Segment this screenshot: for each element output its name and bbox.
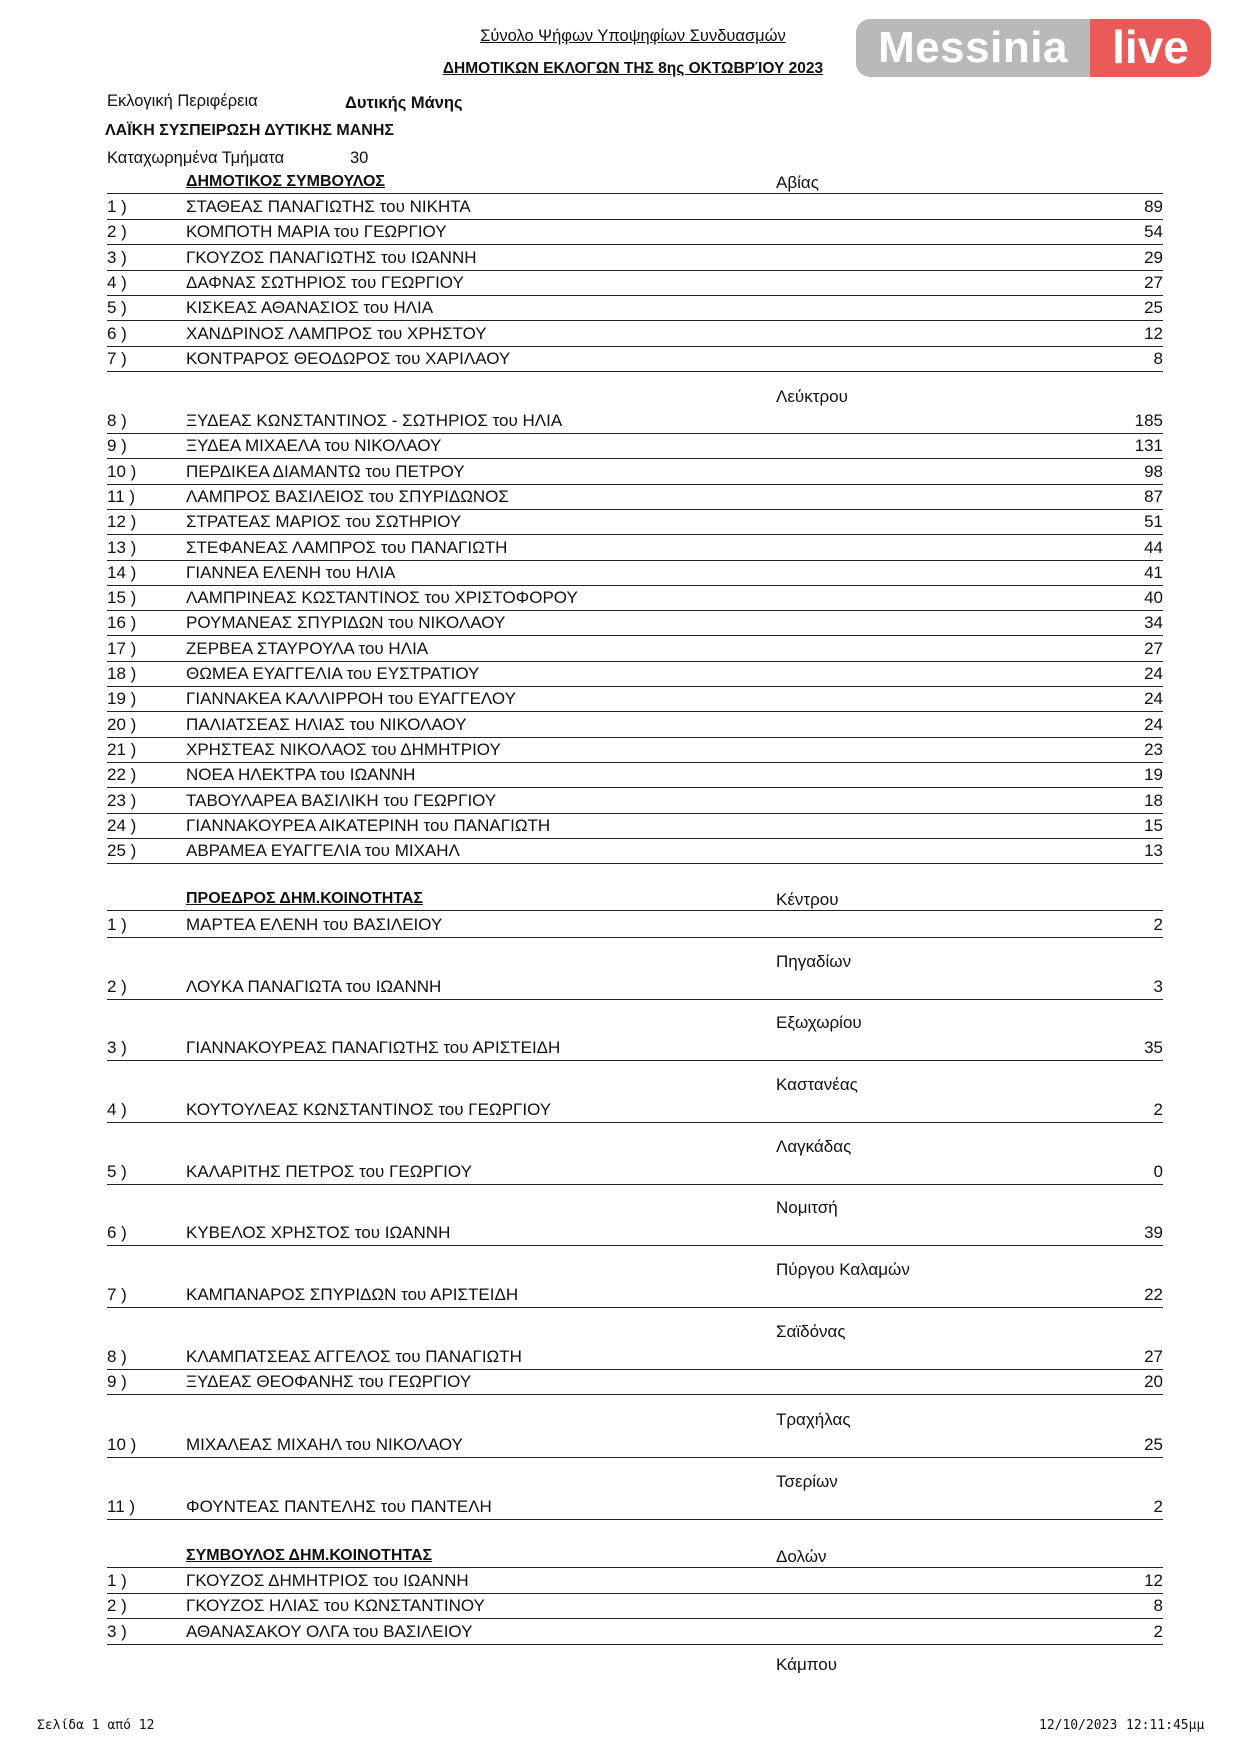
row-rule xyxy=(107,1618,1163,1619)
print-time: 12:11:45μμ xyxy=(1126,1718,1205,1733)
row-rule xyxy=(107,346,1163,347)
row-rule xyxy=(107,686,1163,687)
row-number: 15 ) xyxy=(107,588,137,608)
place-name: Σαϊδόνας xyxy=(776,1322,846,1341)
candidate-name: ΝΟΕΑ ΗΛΕΚΤΡΑ του ΙΩΑΝΝΗ xyxy=(186,765,416,785)
vote-count: 27 xyxy=(1144,638,1163,658)
vote-count: 0 xyxy=(1153,1162,1163,1181)
row-rule xyxy=(107,219,1163,220)
vote-count: 25 xyxy=(1144,298,1163,318)
candidate-name: ΔΑΦΝΑΣ ΣΩΤΗΡΙΟΣ του ΓΕΩΡΓΙΟΥ xyxy=(186,272,464,292)
row-number: 2 ) xyxy=(107,1596,127,1616)
row-number: 17 ) xyxy=(107,638,137,658)
row-rule xyxy=(107,244,1163,245)
candidate-name: ΦΟΥΝΤΕΑΣ ΠΑΝΤΕΛΗΣ του ΠΑΝΤΕΛΗ xyxy=(186,1497,492,1516)
candidate-name: ΚΥΒΕΛΟΣ ΧΡΗΣΤΟΣ του ΙΩΑΝΝΗ xyxy=(186,1223,451,1242)
candidate-name: ΡΟΥΜΑΝΕΑΣ ΣΠΥΡΙΔΩΝ του ΝΙΚΟΛΑΟΥ xyxy=(186,613,506,633)
vote-count: 12 xyxy=(1144,1571,1163,1590)
vote-count: 89 xyxy=(1144,197,1163,216)
candidate-name: ΚΙΣΚΕΑΣ ΑΘΑΝΑΣΙΟΣ του ΗΛΙΑ xyxy=(186,298,434,318)
place-name: Καστανέας xyxy=(776,1075,858,1094)
row-number: 22 ) xyxy=(107,765,137,785)
place-name: Εξωχωρίου xyxy=(776,1013,862,1032)
place-name: Νομιτσή xyxy=(776,1198,838,1217)
candidate-name: ΤΑΒΟΥΛΑΡΕΑ ΒΑΣΙΛΙΚΗ του ΓΕΩΡΓΙΟΥ xyxy=(186,790,497,810)
candidate-name: ΧΡΗΣΤΕΑΣ ΝΙΚΟΛΑΟΣ του ΔΗΜΗΤΡΙΟΥ xyxy=(186,739,501,759)
row-rule xyxy=(107,433,1163,434)
vote-count: 23 xyxy=(1144,739,1163,759)
candidate-name: ΠΑΛΙΑΤΣΕΑΣ ΗΛΙΑΣ του ΝΙΚΟΛΑΟΥ xyxy=(186,714,467,734)
row-number: 13 ) xyxy=(107,537,137,557)
candidate-name: ΛΑΜΠΡΙΝΕΑΣ ΚΩΣΤΑΝΤΙΝΟΣ του ΧΡΙΣΤΟΦΟΡΟΥ xyxy=(186,588,578,608)
row-number: 2 ) xyxy=(107,222,127,242)
row-rule xyxy=(107,661,1163,662)
row-number: 6 ) xyxy=(107,1223,127,1242)
vote-count: 34 xyxy=(1144,613,1163,633)
vote-count: 2 xyxy=(1153,915,1163,934)
row-number: 11 ) xyxy=(107,486,136,506)
row-number: 1 ) xyxy=(107,1571,127,1590)
section-header: ΔΗΜΟΤΙΚΟΣ ΣΥΜΒΟΥΛΟΣ xyxy=(186,173,386,190)
candidate-name: ΛΑΜΠΡΟΣ ΒΑΣΙΛΕΙΟΣ του ΣΠΥΡΙΔΩΝΟΣ xyxy=(186,486,509,506)
candidate-name: ΜΑΡΤΕΑ ΕΛΕΝΗ του ΒΑΣΙΛΕΙΟΥ xyxy=(186,915,443,934)
place-name: Πηγαδίων xyxy=(776,952,852,971)
vote-count: 2 xyxy=(1153,1497,1163,1516)
row-rule xyxy=(107,1122,1163,1123)
sections-value: 30 xyxy=(350,149,369,167)
candidate-name: ΣΤΑΘΕΑΣ ΠΑΝΑΓΙΩΤΗΣ του ΝΙΚΗΤΑ xyxy=(186,197,471,216)
row-rule xyxy=(107,295,1163,296)
row-rule xyxy=(107,1593,1163,1594)
logo-word-live: live xyxy=(1090,19,1211,77)
row-number: 10 ) xyxy=(107,1435,137,1454)
row-rule xyxy=(107,937,1163,938)
vote-count: 18 xyxy=(1144,790,1163,810)
row-number: 16 ) xyxy=(107,613,137,633)
candidate-name: ΣΤΡΑΤΕΑΣ ΜΑΡΙΟΣ του ΣΩΤΗΡΙΟΥ xyxy=(186,512,462,532)
row-number: 10 ) xyxy=(107,461,137,481)
row-number: 8 ) xyxy=(107,411,127,430)
candidate-name: ΓΙΑΝΝΑΚΟΥΡΕΑΣ ΠΑΝΑΓΙΩΤΗΣ του ΑΡΙΣΤΕΙΔΗ xyxy=(186,1038,561,1057)
vote-count: 19 xyxy=(1144,765,1163,785)
candidate-name: ΚΟΜΠΟΤΗ ΜΑΡΙΑ του ΓΕΩΡΓΙΟΥ xyxy=(186,222,447,242)
row-rule xyxy=(107,1060,1163,1061)
row-rule xyxy=(107,635,1163,636)
vote-count: 25 xyxy=(1144,1435,1163,1454)
vote-count: 12 xyxy=(1144,323,1163,343)
candidate-name: ΞΥΔΕΑΣ ΘΕΟΦΑΝΗΣ του ΓΕΩΡΓΙΟΥ xyxy=(186,1372,472,1392)
row-number: 1 ) xyxy=(107,915,127,934)
row-rule xyxy=(107,193,1163,194)
candidate-name: ΣΤΕΦΑΝΕΑΣ ΛΑΜΠΡΟΣ του ΠΑΝΑΓΙΩΤΗ xyxy=(186,537,508,557)
vote-count: 98 xyxy=(1144,461,1163,481)
candidate-name: ΚΟΝΤΡΑΡΟΣ ΘΕΟΔΩΡΟΣ του ΧΑΡΙΛΑΟΥ xyxy=(186,348,511,368)
row-number: 5 ) xyxy=(107,1162,127,1181)
row-rule xyxy=(107,1644,1163,1645)
vote-count: 3 xyxy=(1153,977,1163,996)
candidate-name: ΓΙΑΝΝΑΚΟΥΡΕΑ ΑΙΚΑΤΕΡΙΝΗ του ΠΑΝΑΓΙΩΤΗ xyxy=(186,815,551,835)
place-name: Τραχήλας xyxy=(776,1410,851,1429)
candidate-name: ΞΥΔΕΑΣ ΚΩΝΣΤΑΝΤΙΝΟΣ - ΣΩΤΗΡΙΟΣ του ΗΛΙΑ xyxy=(186,411,563,430)
row-number: 4 ) xyxy=(107,1100,127,1119)
row-number: 3 ) xyxy=(107,1621,127,1641)
vote-count: 27 xyxy=(1144,1347,1163,1366)
row-number: 1 ) xyxy=(107,197,127,216)
place-name: Δολών xyxy=(776,1547,827,1566)
row-number: 3 ) xyxy=(107,247,127,267)
vote-count: 20 xyxy=(1144,1372,1163,1392)
place-name: Λαγκάδας xyxy=(776,1137,852,1156)
candidate-name: ΚΑΜΠΑΝΑΡΟΣ ΣΠΥΡΙΔΩΝ του ΑΡΙΣΤΕΙΔΗ xyxy=(186,1285,519,1304)
row-number: 3 ) xyxy=(107,1038,127,1057)
messinia-live-logo xyxy=(856,19,1211,77)
place-name: Αβίας xyxy=(776,173,819,192)
row-number: 25 ) xyxy=(107,841,137,861)
row-number: 9 ) xyxy=(107,436,127,456)
party-name: ΛΑΪΚΗ ΣΥΣΠΕΙΡΩΣΗ ΔΥΤΙΚΗΣ ΜΑΝΗΣ xyxy=(105,122,394,139)
row-rule xyxy=(107,1245,1163,1246)
row-number: 7 ) xyxy=(107,1285,127,1304)
place-name: Κέντρου xyxy=(776,890,839,909)
row-number: 7 ) xyxy=(107,348,127,368)
print-date: 12/10/2023 xyxy=(1039,1718,1118,1733)
row-rule xyxy=(107,863,1163,864)
page-number: Σελίδα 1 από 12 xyxy=(37,1718,155,1733)
row-number: 2 ) xyxy=(107,977,127,996)
candidate-name: ΧΑΝΔΡΙΝΟΣ ΛΑΜΠΡΟΣ του ΧΡΗΣΤΟΥ xyxy=(186,323,487,343)
place-name: Πύργου Καλαμών xyxy=(776,1260,910,1279)
vote-count: 54 xyxy=(1144,222,1163,242)
place-name: Κάμπου xyxy=(776,1655,837,1674)
row-rule xyxy=(107,1519,1163,1520)
row-number: 9 ) xyxy=(107,1372,127,1392)
candidate-name: ΞΥΔΕΑ ΜΙΧΑΕΛΑ του ΝΙΚΟΛΑΟΥ xyxy=(186,436,442,456)
row-rule xyxy=(107,838,1163,839)
candidate-name: ΚΟΥΤΟΥΛΕΑΣ ΚΩΝΣΤΑΝΤΙΝΟΣ του ΓΕΩΡΓΙΟΥ xyxy=(186,1100,552,1119)
candidate-name: ΚΑΛΑΡΙΤΗΣ ΠΕΤΡΟΣ του ΓΕΩΡΓΙΟΥ xyxy=(186,1162,472,1181)
row-number: 24 ) xyxy=(107,815,137,835)
row-number: 6 ) xyxy=(107,323,127,343)
vote-count: 15 xyxy=(1144,815,1163,835)
row-rule xyxy=(107,1394,1163,1395)
place-name: Τσερίων xyxy=(776,1472,838,1491)
region-value: Δυτικής Μάνης xyxy=(345,94,463,112)
vote-count: 24 xyxy=(1144,664,1163,683)
row-number: 11 ) xyxy=(107,1497,136,1516)
row-rule xyxy=(107,999,1163,1000)
candidate-name: ΓΚΟΥΖΟΣ ΔΗΜΗΤΡΙΟΣ του ΙΩΑΝΝΗ xyxy=(186,1571,469,1590)
vote-count: 8 xyxy=(1153,348,1163,368)
candidate-name: ΓΚΟΥΖΟΣ ΠΑΝΑΓΙΩΤΗΣ του ΙΩΑΝΝΗ xyxy=(186,247,477,267)
row-number: 20 ) xyxy=(107,714,137,734)
vote-count: 39 xyxy=(1144,1223,1163,1242)
vote-count: 29 xyxy=(1144,247,1163,267)
candidate-name: ΘΩΜΕΑ ΕΥΑΓΓΕΛΙΑ του ΕΥΣΤΡΑΤΙΟΥ xyxy=(186,664,480,683)
row-number: 4 ) xyxy=(107,272,127,292)
candidate-name: ΜΙΧΑΛΕΑΣ ΜΙΧΑΗΛ του ΝΙΚΟΛΑΟΥ xyxy=(186,1435,463,1454)
row-rule xyxy=(107,1457,1163,1458)
vote-count: 24 xyxy=(1144,714,1163,734)
row-rule xyxy=(107,787,1163,788)
vote-count: 13 xyxy=(1144,841,1163,861)
vote-count: 87 xyxy=(1144,486,1163,506)
vote-count: 8 xyxy=(1153,1596,1163,1616)
row-rule xyxy=(107,711,1163,712)
vote-count: 27 xyxy=(1144,272,1163,292)
row-rule xyxy=(107,509,1163,510)
row-rule xyxy=(107,371,1163,372)
row-rule xyxy=(107,534,1163,535)
document-title: Σύνολο Ψήφων Υποψηφίων Συνδυασμών xyxy=(480,27,786,45)
vote-count: 24 xyxy=(1144,689,1163,709)
row-number: 8 ) xyxy=(107,1347,127,1366)
vote-count: 22 xyxy=(1144,1285,1163,1304)
row-rule xyxy=(107,610,1163,611)
row-number: 5 ) xyxy=(107,298,127,318)
vote-count: 51 xyxy=(1144,512,1163,532)
vote-count: 41 xyxy=(1144,562,1163,582)
sections-label: Καταχωρημένα Τμήματα xyxy=(107,149,285,167)
vote-count: 185 xyxy=(1134,411,1163,430)
row-rule xyxy=(107,1307,1163,1308)
row-rule xyxy=(107,813,1163,814)
row-rule xyxy=(107,560,1163,561)
row-rule xyxy=(107,1567,1163,1568)
row-rule xyxy=(107,910,1163,911)
candidate-name: ΓΙΑΝΝΑΚΕΑ ΚΑΛΛΙΡΡΟΗ του ΕΥΑΓΓΕΛΟΥ xyxy=(186,689,516,709)
candidate-name: ΛΟΥΚΑ ΠΑΝΑΓΙΩΤΑ του ΙΩΑΝΝΗ xyxy=(186,977,442,996)
row-rule xyxy=(107,320,1163,321)
candidate-name: ΖΕΡΒΕΑ ΣΤΑΥΡΟΥΛΑ του ΗΛΙΑ xyxy=(186,638,429,658)
vote-count: 40 xyxy=(1144,588,1163,608)
candidate-name: ΑΘΑΝΑΣΑΚΟΥ ΟΛΓΑ του ΒΑΣΙΛΕΙΟΥ xyxy=(186,1621,473,1641)
candidate-name: ΠΕΡΔΙΚΕΑ ΔΙΑΜΑΝΤΩ του ΠΕΤΡΟΥ xyxy=(186,461,465,481)
vote-count: 2 xyxy=(1153,1621,1163,1641)
row-number: 18 ) xyxy=(107,664,137,683)
row-number: 12 ) xyxy=(107,512,137,532)
candidate-name: ΓΙΑΝΝΕΑ ΕΛΕΝΗ του ΗΛΙΑ xyxy=(186,562,396,582)
row-rule xyxy=(107,484,1163,485)
vote-count: 35 xyxy=(1144,1038,1163,1057)
row-rule xyxy=(107,585,1163,586)
candidate-name: ΚΛΑΜΠΑΤΣΕΑΣ ΑΓΓΕΛΟΣ του ΠΑΝΑΓΙΩΤΗ xyxy=(186,1347,522,1366)
row-rule xyxy=(107,1184,1163,1185)
region-label: Εκλογική Περιφέρεια xyxy=(107,92,258,110)
row-number: 19 ) xyxy=(107,689,137,709)
row-number: 14 ) xyxy=(107,562,137,582)
election-title: ΔΗΜΟΤΙΚΩΝ ΕΚΛΟΓΩΝ ΤΗΣ 8ης ΟΚΤΩΒΡΊΟΥ 2023 xyxy=(442,60,824,77)
row-rule xyxy=(107,737,1163,738)
candidate-name: ΑΒΡΑΜΕΑ ΕΥΑΓΓΕΛΙΑ του ΜΙΧΑΗΛ xyxy=(186,841,460,861)
section-header: ΠΡΟΕΔΡΟΣ ΔΗΜ.ΚΟΙΝΟΤΗΤΑΣ xyxy=(186,890,424,907)
row-rule xyxy=(107,762,1163,763)
row-number: 21 ) xyxy=(107,739,137,759)
row-rule xyxy=(107,458,1163,459)
row-number: 23 ) xyxy=(107,790,137,810)
vote-count: 44 xyxy=(1144,537,1163,557)
place-name: Λεύκτρου xyxy=(776,387,848,406)
row-rule xyxy=(107,270,1163,271)
section-header: ΣΥΜΒΟΥΛΟΣ ΔΗΜ.ΚΟΙΝΟΤΗΤΑΣ xyxy=(186,1547,433,1564)
candidate-name: ΓΚΟΥΖΟΣ ΗΛΙΑΣ του ΚΩΝΣΤΑΝΤΙΝΟΥ xyxy=(186,1596,485,1616)
vote-count: 2 xyxy=(1153,1100,1163,1119)
vote-count: 131 xyxy=(1134,436,1163,456)
row-rule xyxy=(107,1369,1163,1370)
logo-word-messinia: Messinia xyxy=(856,19,1090,77)
